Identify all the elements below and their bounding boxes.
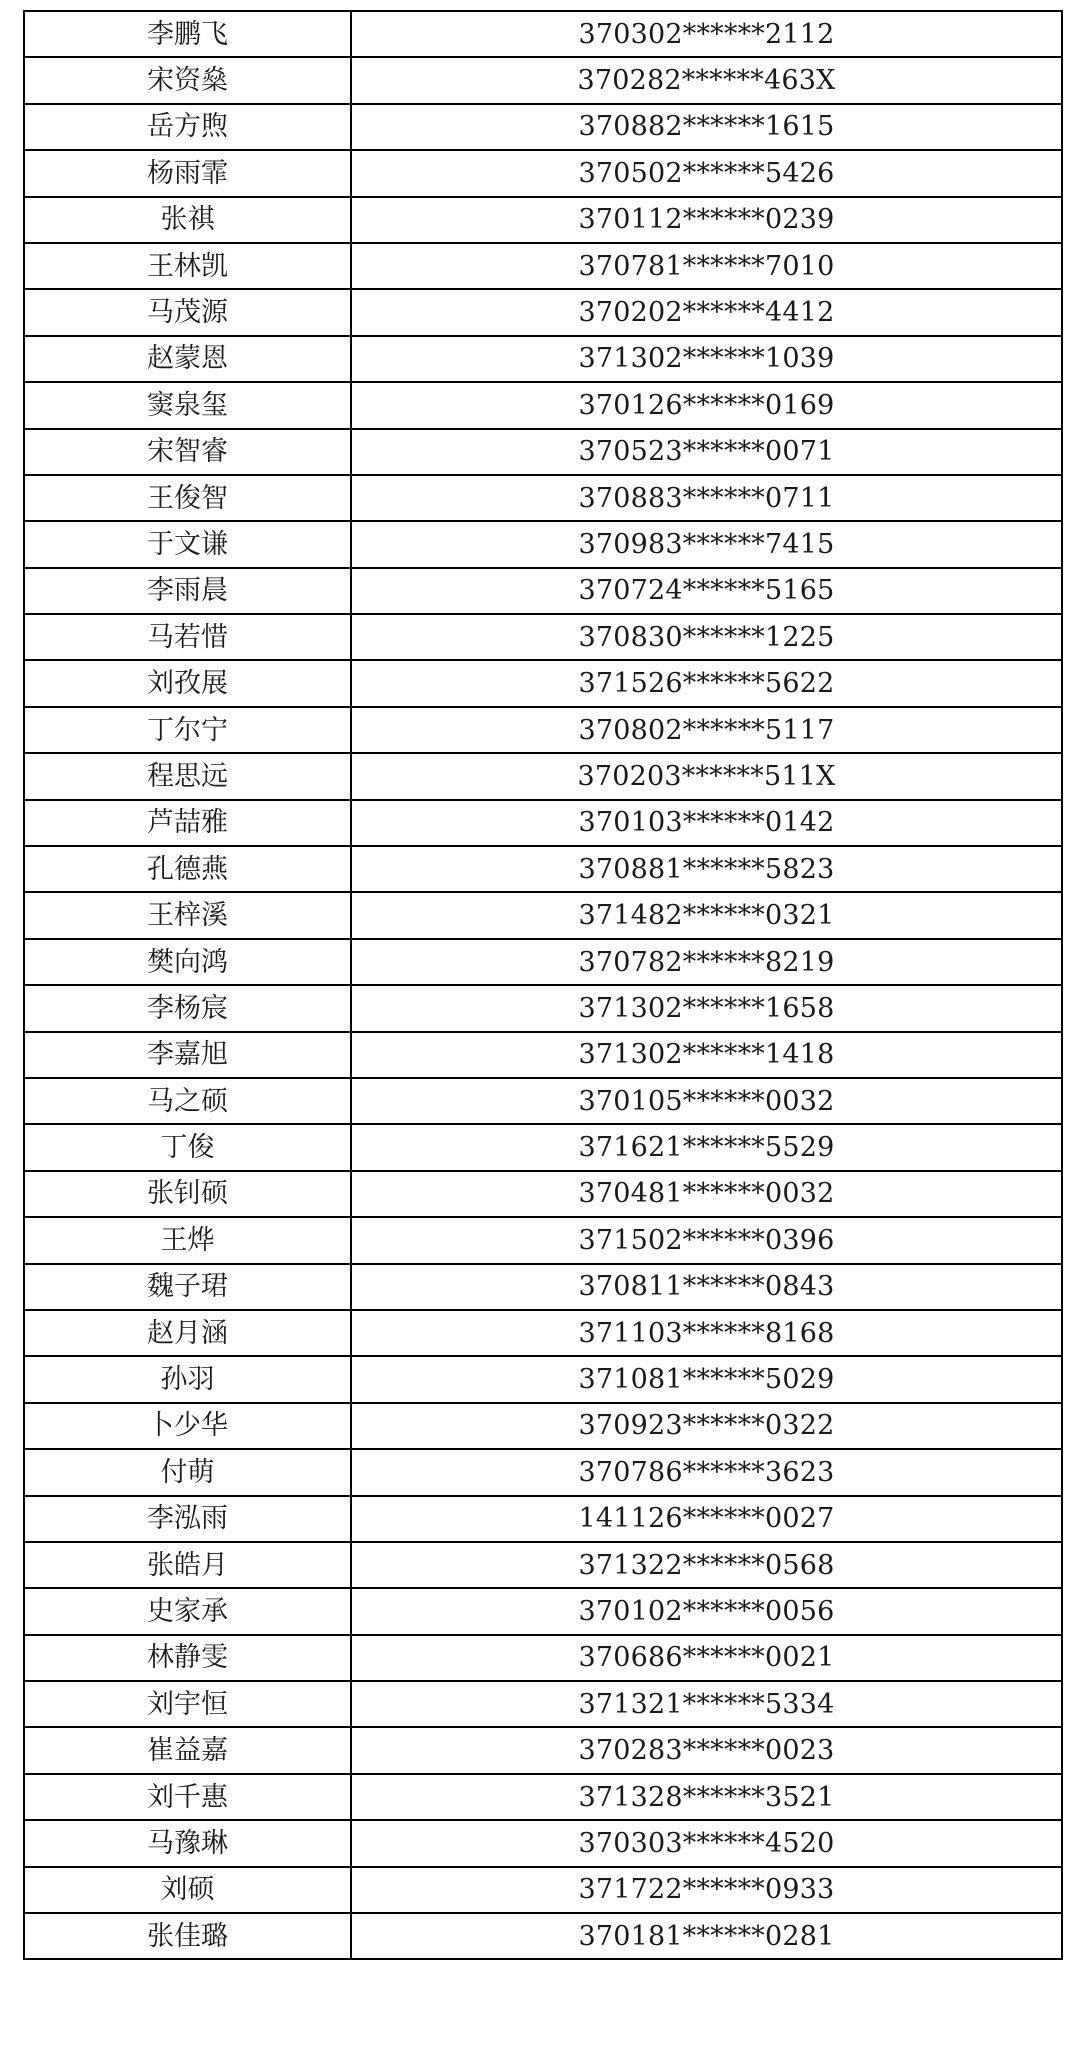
name-cell: 李嘉旭 (24, 1032, 351, 1078)
name-cell: 王烨 (24, 1217, 351, 1263)
name-cell: 丁尔宁 (24, 707, 351, 753)
table-row (24, 753, 1062, 799)
id-number-cell: 370202******4412 (351, 289, 1062, 335)
table-row (24, 197, 1062, 243)
table-row (24, 800, 1062, 846)
table-row (24, 1217, 1062, 1263)
name-cell: 孙羽 (24, 1356, 351, 1402)
table-row (24, 1681, 1062, 1727)
id-number-cell: 370303******4520 (351, 1820, 1062, 1866)
table-row (24, 104, 1062, 150)
id-number-cell: 370105******0032 (351, 1078, 1062, 1124)
name-cell: 赵蒙恩 (24, 336, 351, 382)
id-number-cell: 371103******8168 (351, 1310, 1062, 1356)
id-number-cell: 370126******0169 (351, 382, 1062, 428)
name-cell: 张祺 (24, 197, 351, 243)
id-number-cell: 371322******0568 (351, 1542, 1062, 1588)
table-row (24, 939, 1062, 985)
table-row (24, 521, 1062, 567)
id-number-cell: 370811******0843 (351, 1264, 1062, 1310)
name-cell: 王梓溪 (24, 892, 351, 938)
table-row (24, 243, 1062, 289)
name-cell: 刘千惠 (24, 1774, 351, 1820)
id-number-cell: 370786******3623 (351, 1449, 1062, 1495)
name-cell: 李鹏飞 (24, 11, 351, 57)
id-number-cell: 370882******1615 (351, 104, 1062, 150)
table-row (24, 707, 1062, 753)
id-number-cell: 371482******0321 (351, 892, 1062, 938)
id-number-cell: 370282******463X (351, 57, 1062, 103)
table-row (24, 985, 1062, 1031)
name-cell: 卜少华 (24, 1403, 351, 1449)
roster-table (23, 10, 1063, 1960)
name-cell: 杨雨霏 (24, 150, 351, 196)
table-row (24, 614, 1062, 660)
table-row (24, 1913, 1062, 1959)
name-cell: 刘硕 (24, 1867, 351, 1913)
roster-sheet (23, 10, 1057, 1960)
table-row (24, 57, 1062, 103)
table-row (24, 1264, 1062, 1310)
name-cell: 丁俊 (24, 1124, 351, 1170)
id-number-cell: 141126******0027 (351, 1496, 1062, 1542)
table-row (24, 289, 1062, 335)
name-cell: 崔益嘉 (24, 1727, 351, 1773)
table-row (24, 382, 1062, 428)
id-number-cell: 371621******5529 (351, 1124, 1062, 1170)
name-cell: 芦喆雅 (24, 800, 351, 846)
table-row (24, 660, 1062, 706)
table-row (24, 1078, 1062, 1124)
name-cell: 张佳璐 (24, 1913, 351, 1959)
id-number-cell: 370830******1225 (351, 614, 1062, 660)
table-row (24, 475, 1062, 521)
name-cell: 张皓月 (24, 1542, 351, 1588)
id-number-cell: 370523******0071 (351, 429, 1062, 475)
id-number-cell: 370103******0142 (351, 800, 1062, 846)
name-cell: 马若惜 (24, 614, 351, 660)
name-cell: 程思远 (24, 753, 351, 799)
table-row (24, 1356, 1062, 1402)
name-cell: 史家承 (24, 1588, 351, 1634)
name-cell: 马茂源 (24, 289, 351, 335)
table-row (24, 1542, 1062, 1588)
name-cell: 刘孜展 (24, 660, 351, 706)
table-row (24, 1124, 1062, 1170)
name-cell: 于文谦 (24, 521, 351, 567)
id-number-cell: 370181******0281 (351, 1913, 1062, 1959)
table-row (24, 429, 1062, 475)
name-cell: 魏子珺 (24, 1264, 351, 1310)
name-cell: 赵月涵 (24, 1310, 351, 1356)
id-number-cell: 370883******0711 (351, 475, 1062, 521)
id-number-cell: 370481******0032 (351, 1171, 1062, 1217)
table-row (24, 11, 1062, 57)
name-cell: 付萌 (24, 1449, 351, 1495)
table-row (24, 1171, 1062, 1217)
id-number-cell: 371302******1658 (351, 985, 1062, 1031)
id-number-cell: 370102******0056 (351, 1588, 1062, 1634)
name-cell: 孔德燕 (24, 846, 351, 892)
id-number-cell: 370802******5117 (351, 707, 1062, 753)
table-row (24, 1403, 1062, 1449)
name-cell: 王林凯 (24, 243, 351, 289)
name-cell: 李杨宸 (24, 985, 351, 1031)
id-number-cell: 371328******3521 (351, 1774, 1062, 1820)
table-row (24, 1449, 1062, 1495)
name-cell: 王俊智 (24, 475, 351, 521)
id-number-cell: 371302******1039 (351, 336, 1062, 382)
table-row (24, 1496, 1062, 1542)
table-row (24, 1867, 1062, 1913)
table-row (24, 1588, 1062, 1634)
name-cell: 宋资燊 (24, 57, 351, 103)
name-cell: 马之硕 (24, 1078, 351, 1124)
table-row (24, 1032, 1062, 1078)
table-row (24, 846, 1062, 892)
id-number-cell: 370782******8219 (351, 939, 1062, 985)
id-number-cell: 371081******5029 (351, 1356, 1062, 1402)
table-row (24, 150, 1062, 196)
id-number-cell: 370686******0021 (351, 1635, 1062, 1681)
table-row (24, 336, 1062, 382)
table-row (24, 1310, 1062, 1356)
name-cell: 李雨晨 (24, 568, 351, 614)
id-number-cell: 370112******0239 (351, 197, 1062, 243)
id-number-cell: 371502******0396 (351, 1217, 1062, 1263)
id-number-cell: 370923******0322 (351, 1403, 1062, 1449)
id-number-cell: 371526******5622 (351, 660, 1062, 706)
name-cell: 宋智睿 (24, 429, 351, 475)
id-number-cell: 370781******7010 (351, 243, 1062, 289)
roster-table-body (24, 11, 1062, 1959)
table-row (24, 1727, 1062, 1773)
name-cell: 刘宇恒 (24, 1681, 351, 1727)
id-number-cell: 370302******2112 (351, 11, 1062, 57)
id-number-cell: 371722******0933 (351, 1867, 1062, 1913)
id-number-cell: 370283******0023 (351, 1727, 1062, 1773)
id-number-cell: 371321******5334 (351, 1681, 1062, 1727)
id-number-cell: 371302******1418 (351, 1032, 1062, 1078)
name-cell: 马豫琳 (24, 1820, 351, 1866)
name-cell: 张钊硕 (24, 1171, 351, 1217)
id-number-cell: 370724******5165 (351, 568, 1062, 614)
id-number-cell: 370881******5823 (351, 846, 1062, 892)
name-cell: 岳方煦 (24, 104, 351, 150)
table-row (24, 1820, 1062, 1866)
name-cell: 樊向鸿 (24, 939, 351, 985)
id-number-cell: 370502******5426 (351, 150, 1062, 196)
id-number-cell: 370203******511X (351, 753, 1062, 799)
table-row (24, 1774, 1062, 1820)
id-number-cell: 370983******7415 (351, 521, 1062, 567)
table-row (24, 1635, 1062, 1681)
name-cell: 林静雯 (24, 1635, 351, 1681)
table-row (24, 568, 1062, 614)
name-cell: 窦泉玺 (24, 382, 351, 428)
name-cell: 李泓雨 (24, 1496, 351, 1542)
table-row (24, 892, 1062, 938)
